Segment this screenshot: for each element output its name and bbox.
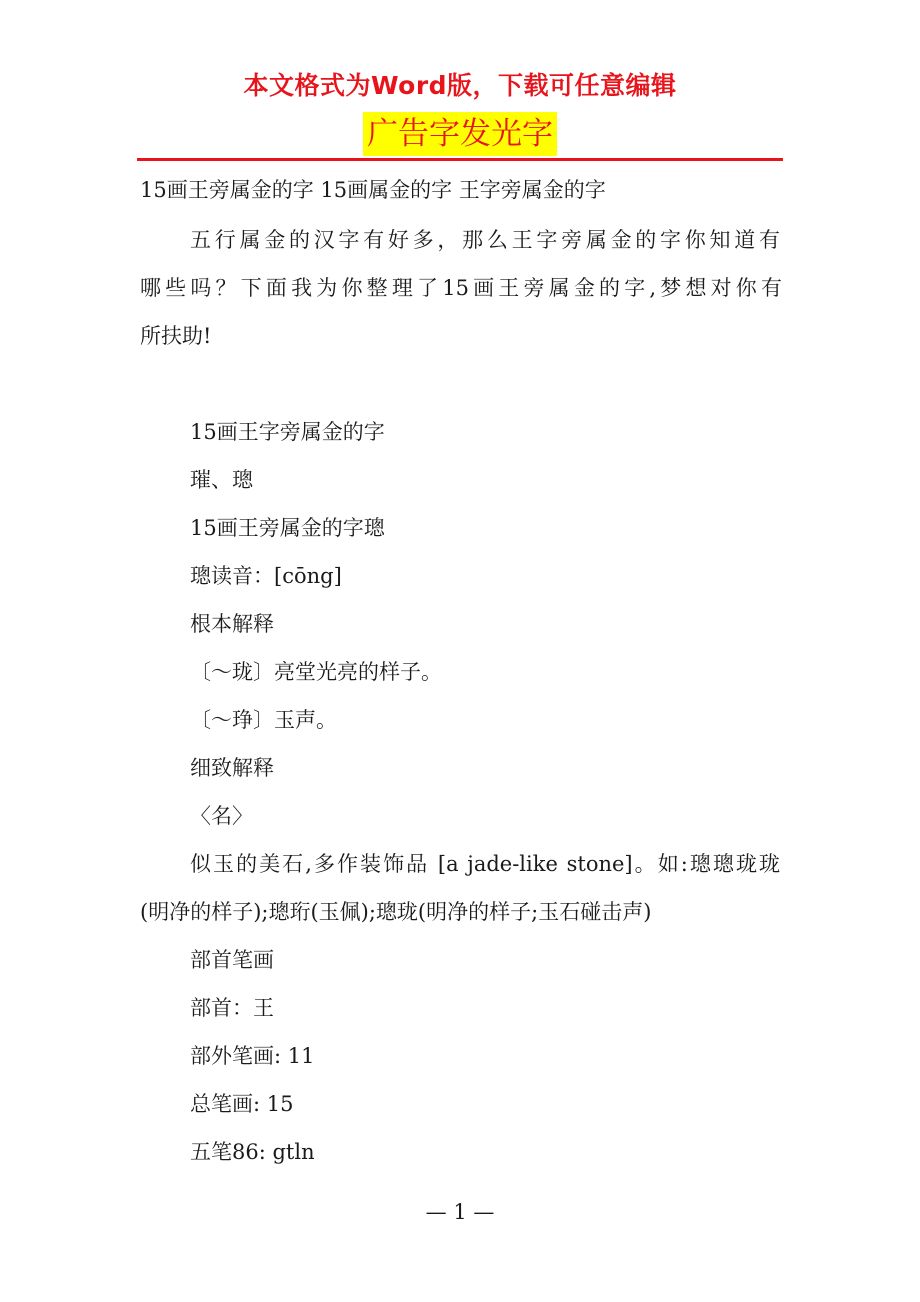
part-of-speech: 〈名〉 — [190, 804, 253, 828]
intro-line-1: 五行属金的汉字有好多，那么王字旁属金的字你知道有 — [190, 228, 780, 252]
document-heading: 15画王旁属金的字 15画属金的字 王字旁属金的字 — [140, 178, 606, 202]
outer-strokes: 部外笔画: 11 — [190, 1044, 315, 1068]
detail-line-1: 似玉的美石,多作装饰品 [a jade-like stone]。如:璁璁珑珑 — [190, 852, 780, 876]
section-title: 15画王字旁属金的字 — [190, 420, 385, 444]
total-strokes: 总笔画: 15 — [190, 1092, 294, 1116]
subheading: 15画王旁属金的字璁 — [190, 516, 385, 540]
basic-definition-2: 〔～琤〕玉声。 — [190, 708, 337, 732]
intro-line-2: 哪些吗？下面我为你整理了15画王旁属金的字,梦想对你有 — [140, 276, 782, 300]
radical: 部首：王 — [190, 996, 274, 1020]
detail-title: 细致解释 — [190, 756, 274, 780]
stroke-title: 部首笔画 — [190, 948, 274, 972]
banner-title: 广告字发光字 — [363, 112, 557, 156]
intro-line-3: 所扶助! — [140, 324, 212, 348]
download-notice: 本文格式为Word版，下载可任意编辑 — [243, 71, 677, 100]
char-list: 璀、璁 — [190, 468, 253, 492]
page-number: — 1 — — [425, 1200, 495, 1224]
banner-title-wrap — [0, 112, 920, 156]
pronunciation: 璁读音：[cōng] — [190, 564, 342, 588]
wubi-code: 五笔86: gtln — [190, 1140, 315, 1164]
header-rule — [137, 158, 783, 161]
basic-definition-1: 〔～珑〕亮堂光亮的样子。 — [190, 660, 442, 684]
basic-title: 根本解释 — [190, 612, 274, 636]
detail-line-2: (明净的样子);璁珩(玉佩);璁珑(明净的样子;玉石碰击声) — [140, 900, 652, 924]
